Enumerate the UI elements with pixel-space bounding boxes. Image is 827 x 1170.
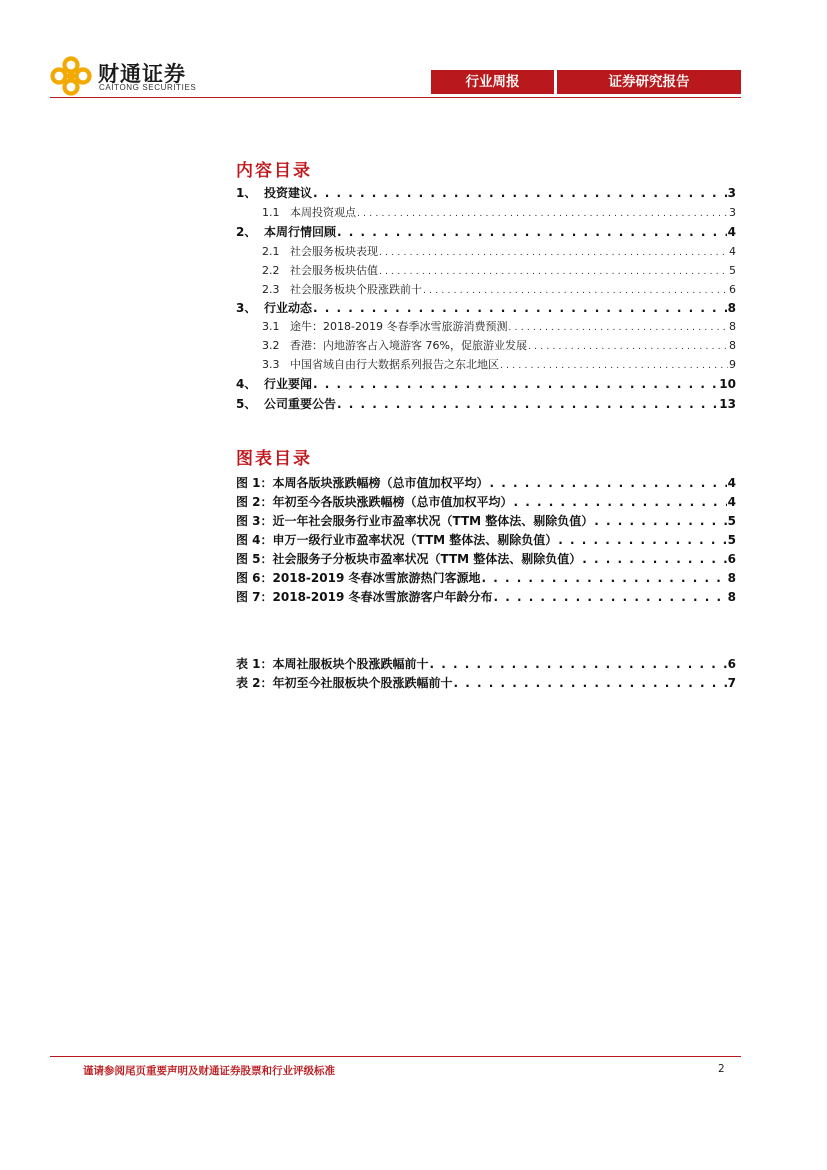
- toc-entry-page: 13: [719, 397, 736, 411]
- toc-title: 内容目录: [236, 161, 312, 181]
- toc-entry[interactable]: [236, 395, 736, 413]
- toc-entry-number: 3.1: [262, 320, 280, 333]
- report-category-tab: 证券研究报告: [557, 70, 741, 94]
- figure-entry[interactable]: [236, 474, 736, 492]
- toc-entry-label: 本周投资观点: [290, 206, 356, 219]
- dot-leader: [430, 657, 727, 671]
- toc-entry-page: 4: [727, 225, 736, 239]
- footer-divider: [50, 1056, 741, 1057]
- figure-entry[interactable]: [236, 569, 736, 587]
- figure-entry-label: 图 7：2018-2019 冬春冰雪旅游客户年龄分布: [236, 590, 493, 604]
- figure-entry-page: 6: [727, 552, 736, 566]
- dot-leader: [313, 301, 727, 315]
- toc-subentry[interactable]: [262, 243, 736, 261]
- toc-entry-page: 8: [729, 320, 736, 333]
- toc-entry-number: 3、: [236, 301, 257, 315]
- figure-entry-page: 5: [727, 514, 736, 528]
- dot-leader: [594, 514, 726, 528]
- table-entry-label: 表 2：年初至今社服板块个股涨跌幅前十: [236, 676, 453, 690]
- toc-entry-page: 8: [727, 301, 736, 315]
- toc-entry-label: 途牛：2018-2019 冬春季冰雪旅游消费预测: [290, 320, 508, 333]
- figure-entry[interactable]: [236, 512, 736, 530]
- toc-entry-number: 4、: [236, 377, 257, 391]
- toc-entry-page: 4: [729, 245, 736, 258]
- dot-leader: [337, 397, 718, 411]
- toc-entry-label: 公司重要公告: [264, 397, 337, 411]
- toc-subentry[interactable]: [262, 281, 736, 299]
- dot-leader: [337, 225, 727, 239]
- toc-entry-number: 2.2: [262, 264, 280, 277]
- figure-entry[interactable]: [236, 588, 736, 606]
- figure-entry[interactable]: [236, 531, 736, 549]
- toc-entry-label: 香港：内地游客占入境游客 76%，促旅游业发展: [290, 339, 527, 352]
- dot-leader: [558, 533, 726, 547]
- figure-entry-page: 8: [727, 590, 736, 604]
- figure-entry[interactable]: [236, 550, 736, 568]
- caitong-logo-icon: [50, 56, 92, 96]
- dot-leader: [379, 248, 728, 258]
- dot-leader: [481, 571, 726, 585]
- figure-entry-label: 图 5：社会服务子分板块市盈率状况（TTM 整体法、剔除负值）: [236, 552, 582, 566]
- figure-entry-label: 图 1：本周各版块涨跌幅榜（总市值加权平均）: [236, 476, 489, 490]
- company-logo: [50, 56, 230, 96]
- toc-entry-label: 中国省域自由行大数据系列报告之东北地区: [290, 358, 499, 371]
- page-number: 2: [718, 1063, 725, 1075]
- table-entry[interactable]: [236, 655, 736, 673]
- table-entry-page: 6: [727, 657, 736, 671]
- dot-leader: [313, 377, 718, 391]
- toc-entry-label: 社会服务板块表现: [290, 245, 378, 258]
- figure-entry-page: 5: [727, 533, 736, 547]
- header-divider: [50, 97, 741, 98]
- toc-entry-page: 10: [719, 377, 736, 391]
- toc-entry-label: 社会服务板块估值: [290, 264, 378, 277]
- toc-entry-label: 本周行情回顾: [264, 225, 337, 239]
- toc-entry-page: 8: [729, 339, 736, 352]
- toc-entry[interactable]: [236, 223, 736, 241]
- toc-subentry[interactable]: [262, 356, 736, 374]
- dot-leader: [500, 361, 728, 371]
- table-entry[interactable]: [236, 674, 736, 692]
- dot-leader: [508, 323, 728, 333]
- figure-entry-page: 4: [727, 476, 736, 490]
- toc-subentry[interactable]: [262, 318, 736, 336]
- toc-entry-number: 2.1: [262, 245, 280, 258]
- toc-entry-page: 3: [727, 186, 736, 200]
- dot-leader: [582, 552, 726, 566]
- dot-leader: [423, 286, 728, 296]
- toc-entry[interactable]: [236, 375, 736, 393]
- toc-entry-number: 5、: [236, 397, 257, 411]
- toc-subentry[interactable]: [262, 204, 736, 222]
- dot-leader: [490, 476, 727, 490]
- toc-entry[interactable]: [236, 299, 736, 317]
- dot-leader: [514, 495, 727, 509]
- dot-leader: [528, 342, 728, 352]
- toc-subentry[interactable]: [262, 337, 736, 355]
- toc-entry-page: 6: [729, 283, 736, 296]
- figure-entry-page: 4: [727, 495, 736, 509]
- toc-entry-number: 2.3: [262, 283, 280, 296]
- table-entry-page: 7: [727, 676, 736, 690]
- table-entry-label: 表 1：本周社服板块个股涨跌幅前十: [236, 657, 429, 671]
- toc-entry-number: 1.1: [262, 206, 280, 219]
- toc-entry-page: 3: [729, 206, 736, 219]
- figure-entry-label: 图 3：近一年社会服务行业市盈率状况（TTM 整体法、剔除负值）: [236, 514, 594, 528]
- toc-entry-label: 投资建议: [264, 186, 313, 200]
- footer-disclaimer: 谨请参阅尾页重要声明及财通证券股票和行业评级标准: [83, 1065, 335, 1077]
- dot-leader: [313, 186, 727, 200]
- dot-leader: [493, 590, 726, 604]
- toc-entry-page: 9: [729, 358, 736, 371]
- toc-entry-number: 3.2: [262, 339, 280, 352]
- toc-entry-label: 社会服务板块个股涨跌前十: [290, 283, 422, 296]
- dot-leader: [357, 209, 728, 219]
- report-type-tab: 行业周报: [431, 70, 554, 94]
- dot-leader: [379, 267, 728, 277]
- figure-entry[interactable]: [236, 493, 736, 511]
- figure-entry-label: 图 2：年初至今各版块涨跌幅榜（总市值加权平均）: [236, 495, 513, 509]
- dot-leader: [454, 676, 727, 690]
- figure-entry-label: 图 6：2018-2019 冬春冰雪旅游热门客源地: [236, 571, 481, 585]
- figure-entry-label: 图 4：申万一级行业市盈率状况（TTM 整体法、剔除负值）: [236, 533, 558, 547]
- logo-english-name: CAITONG SECURITIES: [99, 83, 197, 92]
- toc-entry-page: 5: [729, 264, 736, 277]
- toc-entry-number: 2、: [236, 225, 257, 239]
- toc-entry-label: 行业要闻: [264, 377, 313, 391]
- toc-entry-number: 1、: [236, 186, 257, 200]
- toc-entry-number: 3.3: [262, 358, 280, 371]
- toc-entry[interactable]: [236, 184, 736, 202]
- logo-chinese-name: 财通证券: [98, 62, 186, 86]
- toc-subentry[interactable]: [262, 262, 736, 280]
- figure-entry-page: 8: [727, 571, 736, 585]
- toc-entry-label: 行业动态: [264, 301, 313, 315]
- figures-title: 图表目录: [236, 449, 312, 469]
